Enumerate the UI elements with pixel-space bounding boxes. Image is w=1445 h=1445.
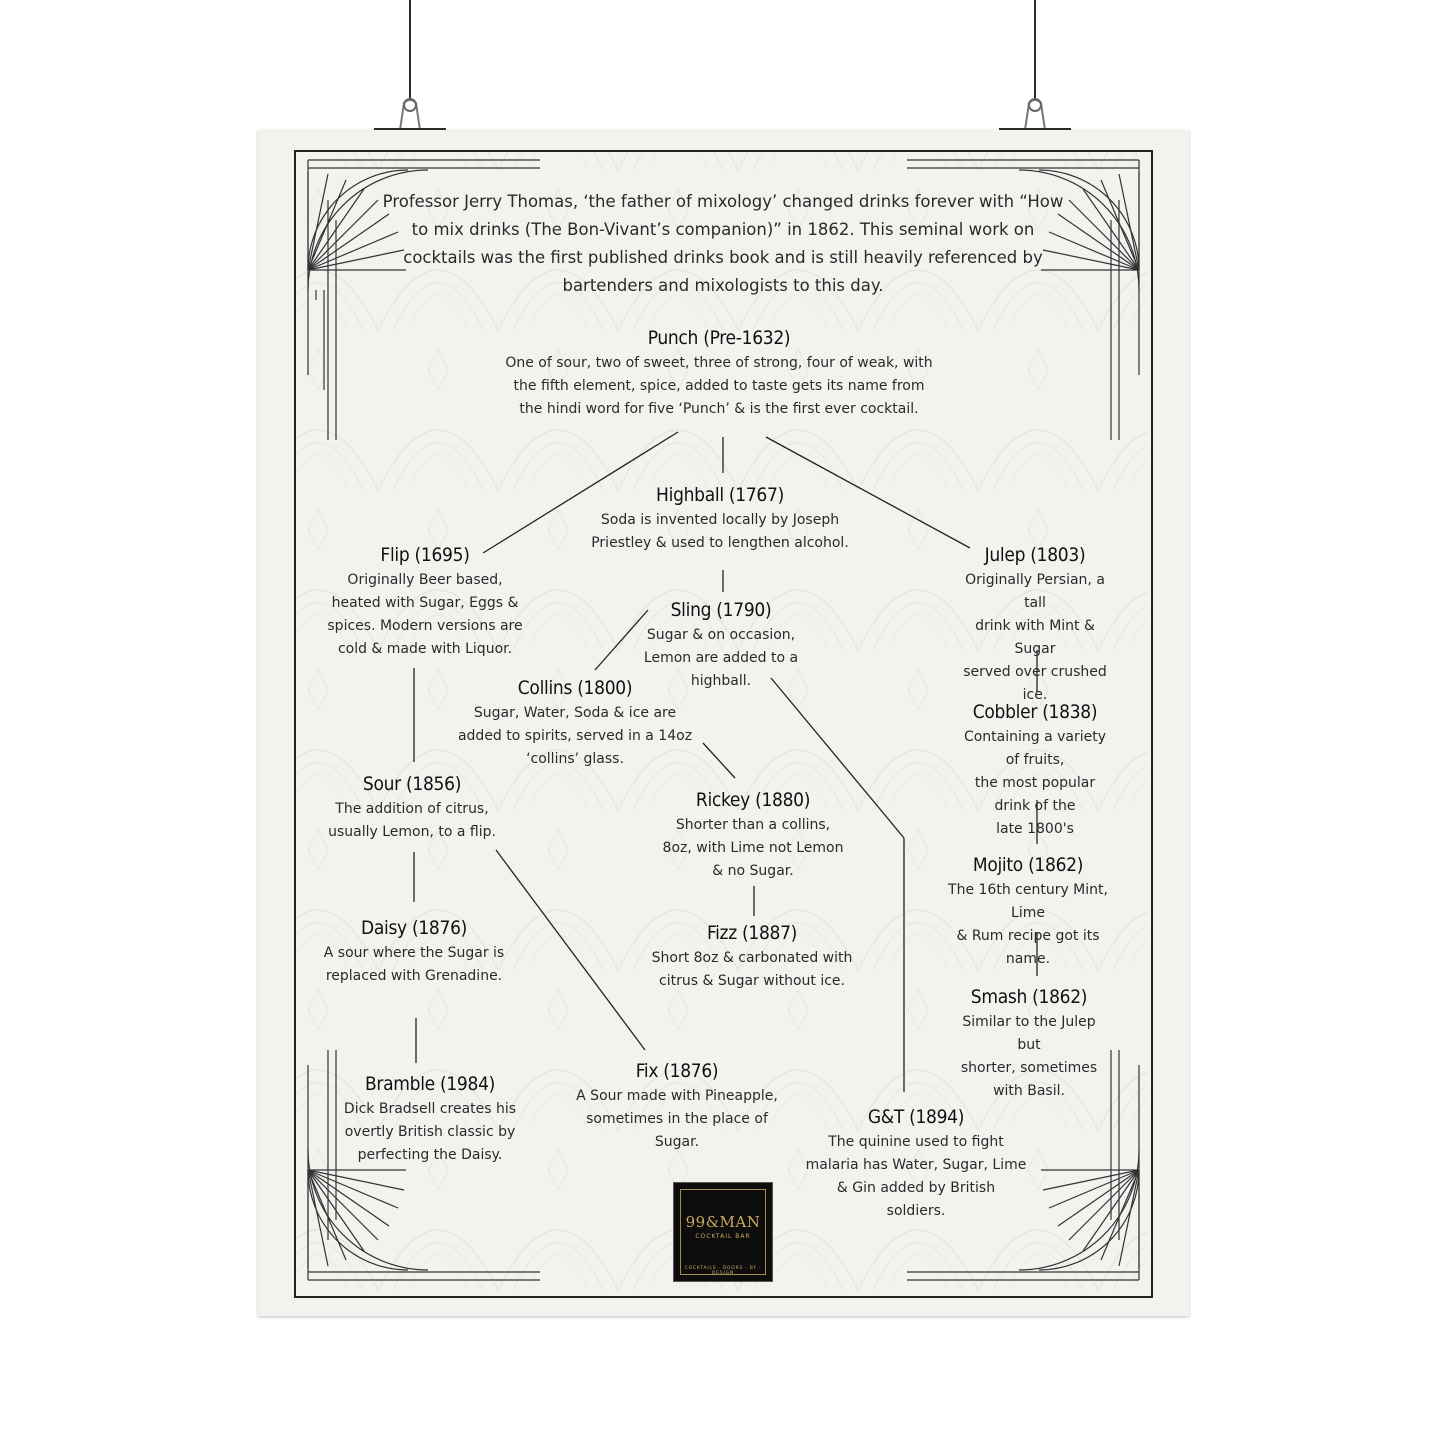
node-description: Shorter than a collins, 8oz, with Lime not Lemon & no Sugar. <box>662 817 844 879</box>
node-punch <box>505 326 932 421</box>
node-fizz <box>652 921 853 993</box>
node-description: Containing a variety of fruits, the most popular drink of the late 1800's <box>963 729 1107 837</box>
link-sling-collins <box>595 610 648 670</box>
logo-brand: 99&MAN <box>685 1213 761 1231</box>
node-gt <box>806 1105 1027 1223</box>
poster <box>258 130 1189 1316</box>
node-description: The addition of citrus, usually Lemon, to a flip. <box>328 801 496 840</box>
hanging-wire-left <box>409 0 411 100</box>
node-mojito <box>948 853 1109 971</box>
node-description: A Sour made with Pineapple, sometimes in the place of Sugar. <box>576 1088 778 1150</box>
node-smash <box>949 985 1109 1103</box>
node-title: Bramble (1984) <box>364 1073 496 1095</box>
node-description: Originally Beer based, heated with Sugar, Eggs & spices. Modern versions are cold & made with Liquor. <box>327 572 523 657</box>
node-description: A sour where the Sugar is replaced with Grenadine. <box>323 945 505 984</box>
node-title: Highball (1767) <box>656 484 784 506</box>
node-bramble <box>344 1072 516 1167</box>
node-description: Short 8oz & carbonated with citrus & Sugar without ice. <box>651 950 853 989</box>
node-description: Sugar & on occasion, Lemon are added to a highball. <box>643 627 799 689</box>
node-title: Smash (1862) <box>970 986 1088 1008</box>
node-description: The 16th century Mint, Lime & Rum recipe got its name. <box>948 882 1108 967</box>
node-title: Julep (1803) <box>984 544 1086 566</box>
bar-logo <box>673 1182 773 1282</box>
node-description: Similar to the Julep but shorter, sometimes with Basil. <box>960 1014 1098 1099</box>
node-julep <box>958 543 1112 707</box>
node-description: Sugar, Water, Soda & ice are added to spirits, served in a 14oz ‘collins’ glass. <box>457 705 693 767</box>
node-title: Rickey (1880) <box>695 789 811 811</box>
hanging-wire-right <box>1034 0 1036 100</box>
node-title: Fix (1876) <box>635 1060 719 1082</box>
node-sour <box>328 772 496 844</box>
node-collins <box>458 676 692 771</box>
node-title: Sour (1856) <box>362 773 462 795</box>
node-title: Fizz (1887) <box>706 922 798 944</box>
node-fix <box>576 1059 778 1154</box>
node-description: One of sour, two of sweet, three of strong, four of weak, with the fifth element, spice, added to taste gets its name from the hindi word for five ‘Punch’ & is the first ever cocktail. <box>505 355 933 417</box>
node-title: Sling (1790) <box>670 599 772 621</box>
node-description: Originally Persian, a tall drink with Mint & Sugar served over crushed ice. <box>963 572 1107 703</box>
node-highball <box>591 483 849 555</box>
node-title: Daisy (1876) <box>360 917 468 939</box>
node-title: Mojito (1862) <box>972 854 1084 876</box>
node-title: Collins (1800) <box>517 677 633 699</box>
logo-footer: COCKTAILS · BOOKS · BY · DESIGN <box>684 1266 762 1276</box>
node-title: Cobbler (1838) <box>972 701 1098 723</box>
node-description: Dick Bradsell creates his overtly British classic by perfecting the Daisy. <box>343 1101 517 1163</box>
logo-border <box>680 1189 766 1275</box>
node-title: Punch (Pre-1632) <box>647 327 791 349</box>
link-sour-fix <box>496 850 645 1050</box>
node-rickey <box>663 788 844 883</box>
node-description: Soda is invented locally by Joseph Priestley & used to lengthen alcohol. <box>591 512 849 551</box>
node-description: The quinine used to fight malaria has Water, Sugar, Lime & Gin added by British soldiers. <box>805 1134 1027 1219</box>
logo-subtitle: COCKTAIL BAR <box>695 1233 751 1240</box>
link-collins-rickey <box>703 743 735 778</box>
node-title: G&T (1894) <box>867 1106 965 1128</box>
intro-paragraph: Professor Jerry Thomas, ‘the father of mixology’ changed drinks forever with “How to mix drinks (The Bon-Vivant’s companion)” in 1862. This seminal work on cocktails was the first published drinks book and is still heavily referenced by bartenders and mixologists to this day. <box>382 192 1064 295</box>
node-cobbler <box>958 700 1112 841</box>
node-title: Flip (1695) <box>380 544 470 566</box>
node-daisy <box>324 916 504 988</box>
node-flip <box>327 543 522 661</box>
